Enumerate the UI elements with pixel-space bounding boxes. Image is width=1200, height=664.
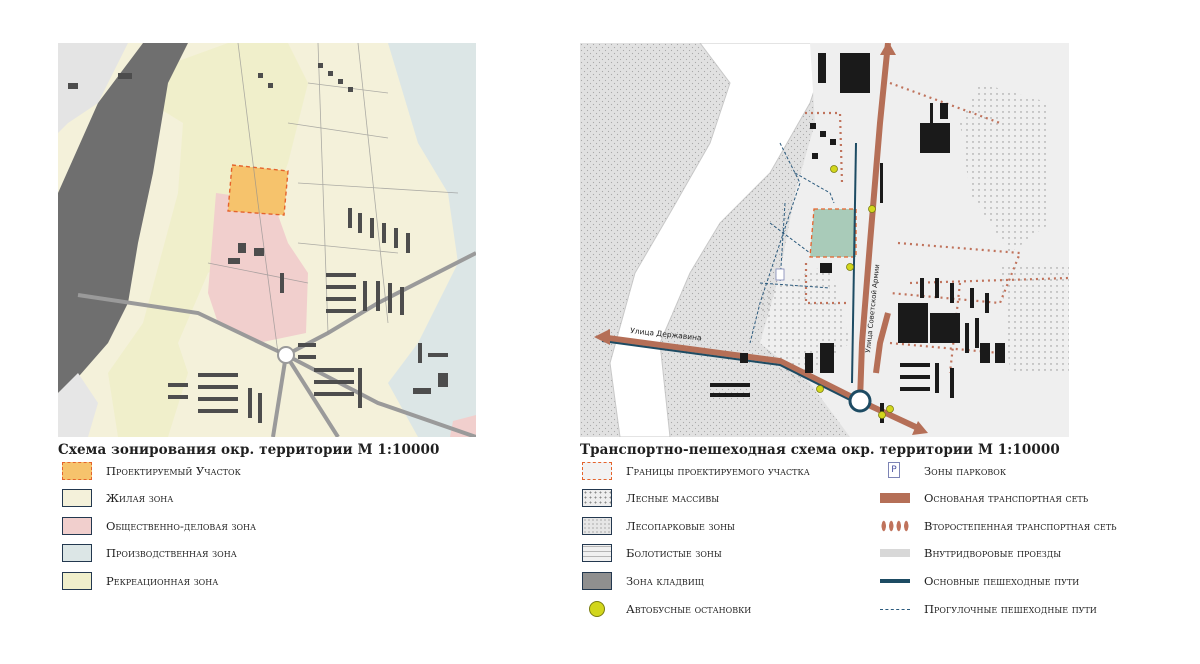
recreational-swatch — [62, 572, 92, 590]
cemetery-swatch — [582, 572, 612, 590]
legend-label: Болотистые зоны — [626, 546, 722, 560]
legend-label: Рекреационная зона — [106, 574, 219, 588]
legend-label: Проектируемый Участок — [106, 464, 241, 478]
residential-swatch — [62, 489, 92, 507]
legend-label: Зоны парковок — [924, 464, 1007, 478]
legend-label: Границы проектируемого участка — [626, 464, 810, 478]
forest-swatch — [582, 489, 612, 507]
zoning-map-title: Схема зонирования окр. территории М 1:10000 — [58, 442, 440, 458]
legend-item-forest — [582, 488, 719, 508]
legend-label: Зона кладвищ — [626, 574, 704, 588]
legend-item-residential — [62, 488, 173, 508]
legend-label: Основаная транспортная сеть — [924, 491, 1089, 505]
legend-label: Жилая зона — [106, 491, 174, 505]
bus-stop-icon — [589, 601, 605, 617]
legend-item-industrial — [62, 543, 237, 563]
zoning-map — [58, 43, 476, 437]
parking-icon-letter: P — [888, 462, 900, 478]
project-plot-swatch — [62, 462, 92, 480]
legend-item-boundary — [582, 461, 810, 481]
legend-item-walking-paths — [880, 599, 1097, 619]
parking-icon — [880, 462, 910, 480]
main-road-swatch — [880, 493, 910, 503]
forest-park-swatch — [582, 517, 612, 535]
legend-item-main-road — [880, 488, 1088, 508]
yard-roads-swatch — [880, 549, 910, 557]
legend-item-project-plot — [62, 461, 241, 481]
project-plot — [228, 165, 288, 215]
legend-label: Второстепенная транспортная сеть — [924, 519, 1117, 533]
legend-label: Основные пешеходные пути — [924, 574, 1080, 588]
secondary-road-swatch — [880, 517, 910, 535]
legend-item-main-walkway — [880, 571, 1079, 591]
legend-item-cemetery — [582, 571, 704, 591]
project-plot-boundary — [810, 209, 856, 257]
legend-label: Общественно-деловая зона — [106, 519, 257, 533]
street-label-sovetskoy-armii: Улица Советской Армии — [864, 263, 882, 354]
legend-label: Производственная зона — [106, 546, 237, 560]
public-business-swatch — [62, 517, 92, 535]
boundary-swatch — [582, 462, 612, 480]
industrial-swatch — [62, 544, 92, 562]
main-walkway-swatch — [880, 579, 910, 583]
legend-item-secondary-road — [880, 516, 1117, 536]
swamp-swatch — [582, 544, 612, 562]
legend-label: Автобусные остановки — [626, 602, 752, 616]
street-label-derzhavina: Улица Державина — [629, 326, 703, 343]
transport-map-drawing — [580, 43, 1069, 437]
legend-label: Лесопарковые зоны — [626, 519, 735, 533]
legend-item-recreational — [62, 571, 218, 591]
legend-item-parking — [880, 461, 1006, 481]
transport-map — [580, 43, 1069, 437]
zoning-map-drawing — [58, 43, 476, 437]
legend-label: Лесные массивы — [626, 491, 720, 505]
legend-item-yard-roads — [880, 543, 1061, 563]
legend-item-public-business — [62, 516, 256, 536]
legend-item-swamp — [582, 543, 722, 563]
legend-item-forest-park — [582, 516, 735, 536]
walking-paths-swatch — [880, 609, 910, 610]
legend-label: Прогулочные пешеходные пути — [924, 602, 1097, 616]
legend-label: Внутридворовые проезды — [924, 546, 1062, 560]
legend-item-bus-stop — [582, 599, 751, 619]
transport-map-title: Транспортно-пешеходная схема окр. территории М 1:10000 — [580, 442, 1060, 458]
